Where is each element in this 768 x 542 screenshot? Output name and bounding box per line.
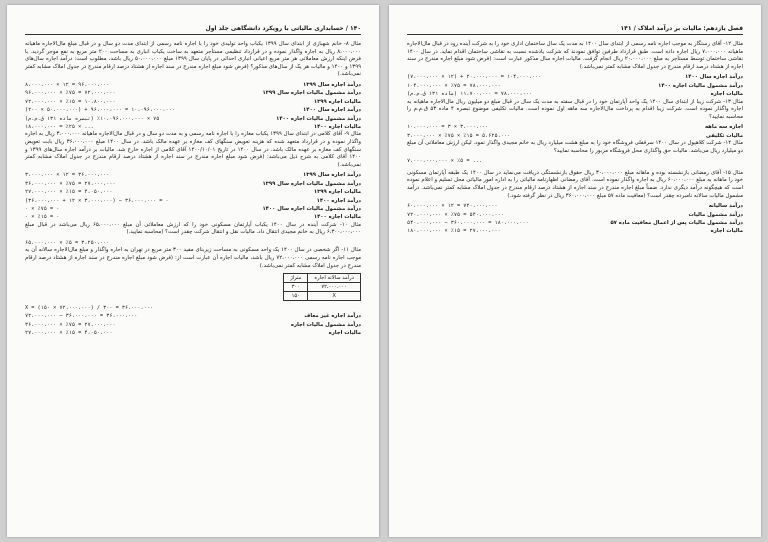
calc-value: ۳۶،۰۰۰،۰۰۰ × ٪۷۵ = ۲۷،۰۰۰،۰۰۰ [25, 321, 116, 328]
calc-label: درآمد اجاره سال ۱۳۹۹ [303, 172, 361, 179]
example-13-calcs [407, 123, 743, 140]
calc-row [25, 115, 361, 123]
table-row [284, 292, 361, 301]
left-page [7, 5, 379, 537]
calc-value: (۷،۰۰۰،۰۰۰ × ۱۲) + ۲۰،۰۰۰،۰۰۰ = ۱۰۴،۰۰۰،۰۰۰ [407, 74, 542, 81]
calc-label: مالیات اجاره ۱۴۰۰ [313, 124, 361, 130]
calc-label: درآمد مشمول مالیات اجاره ۱۴۰۰ [276, 115, 361, 122]
calc-label: درآمد سالیانه [708, 203, 743, 210]
calc-row [407, 73, 743, 81]
calc-value: ۱۸۰،۰۰۰،۰۰۰ × ٪۱۵ = ۲۷،۰۰۰،۰۰۰ [407, 228, 501, 235]
example-11-table [283, 273, 361, 301]
calc-row [25, 89, 361, 97]
calc-value: (تبصره ماده ۱۳۱ ق.م.م) ٪۷۵ × ۱۰،۰۹۶،۰۰۰،۰۰۰ [25, 115, 160, 122]
calc-row [407, 82, 743, 90]
table-cell: X [308, 292, 361, 301]
calc-label: درآمد مشمول مالیات اجاره سال ۱۳۹۹ [262, 90, 361, 97]
calc-row [407, 123, 743, 131]
example-11-fraction: X = (۱۵۰ × ۷۲،۰۰۰،۰۰۰) / ۳۰۰ = ۳۶،۰۰۰،۰۰۰ [25, 305, 154, 312]
example-12-calcs [407, 73, 743, 98]
calc-row [25, 321, 361, 329]
calc-value: ۷۲،۰۰۰،۰۰۰ × ٪۱۵ = ۱۰،۸۰۰،۰۰۰ [25, 98, 116, 105]
calc-value: ۳۶،۰۰۰،۰۰۰ × ٪۷۵ = ۲۷،۰۰۰،۰۰۰ [25, 180, 116, 187]
calc-row [25, 180, 361, 188]
left-page-header [25, 25, 361, 35]
calc-value: (۳۶،۰۰۰،۰۰۰ + ۱۲ × ۳،۰۰۰،۰۰۰) − ۳۶،۰۰۰،۰۰۰ = ۰ [25, 197, 169, 204]
calc-value: (۲۰۰ × ۵۰،۰۰۰،۰۰۰) + ۹۶،۰۰۰،۰۰۰ = ۱۰،۰۹۶،۰۰۰،۰۰۰ [25, 107, 175, 114]
calc-label: مالیات اجاره ۱۳۹۹ [313, 189, 361, 196]
calc-row [407, 90, 743, 98]
example-9-text: مثال ۹- آقای کلامی در ابتدای سال ۱۳۹۹ یکباب مغازه را با اجاره نامه رسمی و به مدت دو سال و در قبال مال‌الاجاره ماهیانه ۳،۰۰۰،۰۰۰ ریال به اجاره واگذار نموده و در قرارداد متعهد شده که هزینه تعویض سنگهای کف مغازه بر عهده مالک باشد. در سال ۱۴۰۰ مبلغ ۳۶،۰۰۰،۰۰۰ ریال بابت تعویض سنگهای کف مغازه بر عهده مالک باشد. در سال ۱۴۰۰ در تاریخ ۱۴۰۰/۱۰/۰۱ آقای کلامی از اجاره خارج شد. مالیات بر درآمد اجاره سال‌های ۱۳۹۹ و ۱۴۰۰ آقای کلامی به شرح ذیل می‌باشد: (فرض شود مبلغ اجاره مندرج در سند اجاره از هشتاد درصد ارقام مندرج در جدول املاک مشابه کمتر نمی‌باشد.) [25, 131, 362, 168]
example-13-text: مثال ۱۳- شرکت زیبا از ابتدای سال ۱۴۰۰ یک واحد آپارتمان خود را در قبال سفته به مدت یک سال در قبال مبلغ دو میلیون ریال مال‌الاجاره ماهیانه به اجاره واگذار نموده است. شرکت زیبا اقدام به پرداخت مال‌الاجاره سه ماهه اول نموده است. مالیات تکلیفی موضوع تبصره ۴ ماده ۵۳ ق.م.م را محاسبه نمایید؟ [407, 98, 743, 120]
calc-value: ۶۰،۰۰۰،۰۰۰ × ۱۲ = ۷۲۰،۰۰۰،۰۰۰ [407, 203, 498, 210]
calc-label: مالیات اجاره [710, 91, 743, 98]
calc-row [25, 171, 361, 179]
calc-row [25, 81, 361, 89]
table-row [284, 283, 361, 292]
calc-value: ۲۷،۰۰۰،۰۰۰ × ٪۱۵ = ۴،۰۵۰،۰۰۰ [25, 189, 113, 196]
calc-row [407, 219, 743, 227]
calc-label: درآمد اجاره غیر معاف [304, 313, 361, 320]
calc-row [407, 202, 743, 210]
example-10-text: مثال ۱۰- شرکت آینده در سال ۱۴۰۰ یکباب آپارتمان مسکونی خود را که ارزش معاملاتی آن مبلغ ۶۵،۰۰۰،۰۰۰ ریال می‌باشد در قبال مبلغ ۶،۳۰۰،۰۰۰،۰۰۰ ریال به خانم مجیدی انتقال داد. مالیات نقل و انتقال شرکت چقدر است؟ (محاسبه نمایید.) [25, 221, 361, 236]
table-cell: ۳۰۰ [284, 283, 308, 292]
calc-value: ۱۰۴،۰۰۰،۰۰۰ × ٪۷۵ = ۷۸،۰۰۰،۰۰۰ [407, 82, 501, 89]
calc-row [407, 132, 743, 140]
table-header: درآمد سالانه اجاره [308, 274, 361, 283]
calc-value: ۱۸،۰۰۰،۰۰۰ = ٪۲۵ × ... [25, 124, 94, 130]
calc-label: درآمد مشمول مالیات اجاره سال ۱۴۰۰ [262, 206, 361, 212]
calc-label: درآمد اجاره سال ۱۴۰۰ [303, 107, 361, 114]
calc-value: ۱۰،۰۰۰،۰۰۰ = ۳ × ۳،۰۰۰،۰۰۰ [407, 124, 489, 131]
calc-value: ۷۲،۰۰۰،۰۰۰ − ۳۶،۰۰۰،۰۰۰ = ۳۶،۰۰۰،۰۰۰ [25, 313, 138, 320]
calc-label: درآمد مشمول مالیات اجاره سال ۱۳۹۹ [262, 180, 361, 187]
calc-label: درآمد مشمول مالیات اجاره [290, 321, 361, 328]
calc-label: اجاره سه ماهه [704, 124, 743, 131]
table-cell: ۷۲،۰۰۰،۰۰۰ [308, 283, 361, 292]
calc-label: درآمد اجاره ۱۴۰۰ [316, 197, 361, 204]
calc-value: ۰ × ٪۱۵ = ۰ [25, 214, 60, 221]
calc-row [407, 211, 743, 219]
calc-label: درآمد مشمول مالیات [688, 211, 743, 218]
calc-label: درآمد اجاره سال ۱۴۰۰ [685, 74, 743, 81]
calc-value: ۲۷،۰۰۰،۰۰۰ × ٪۱۵ = ۴،۰۵۰،۰۰۰ [25, 330, 113, 336]
example-14-text: مثال ۱۴- شرکت کلاهپول در سال ۱۴۰۰ سرقفلی فروشگاه خود را به مبلغ هشت میلیارد ریال به خانم مجیدی واگذار نمود. لیکن ارزش معاملاتی آن مبلغ دو میلیارد ریال می‌باشد. مالیات حق واگذاری محل فروشگاه مزبور را محاسبه نمایید؟ [407, 140, 743, 154]
calc-row [25, 106, 361, 114]
calc-value: (ماده ۱۳۱ ق.م.م) ۷۸،۰۰۰،۰۰۰ = ۱۱،۷۰۰،۰۰۰ [407, 91, 532, 98]
calc-value: ۳،۰۰۰،۰۰۰ × ۱۲ = ۳۶،۰۰۰،۰۰۰ [25, 172, 110, 179]
calc-label: مالیات اجاره [710, 228, 743, 235]
right-page-header-title: فصل یازدهم: مالیات بر درآمد املاک / ۱۴۱ [620, 25, 743, 32]
example-10-calc: ۶۵،۰۰۰،۰۰۰ × ٪۵ = ۳،۲۵۰،۰۰۰ [25, 240, 110, 246]
calc-row [25, 197, 361, 205]
calc-row [25, 312, 361, 320]
example-8-text: مثال ۸- خانم شهبازی از ابتدای سال ۱۳۹۹ یکباب واحد تولیدی خود را با اجاره نامه رسمی از ابتدای مدت دو سال و در قبال مبلغ مال‌الاجاره ماهیانه ۸،۰۰۰،۰۰۰ ریال به اجاره واگذار نموده و در قرارداد تنظیمی مستأجر متعهد به ساخت یکباب انباری به مساحت ۲۰۰ متر مربع به نفع موجر گردید. با فرض اینکه ارزش معاملاتی هر متر مربع اعیانی انباری احداثی در پایان سال ۱۳۹۹ مبلغ ۵۰،۰۰۰،۰۰۰ ریال باشد، مطلوب است: درآمد اجاره سال‌های ۱۳۹۹ و ۱۴۰۰ و مالیات هر یک از سال‌های مذکور؟ (فرض شود مبلغ اجاره مندرج در سند اجاره از هشتاد درصد ارقام مندرج در جدول املاک مشابه کمتر نمی‌باشد.) [25, 41, 361, 78]
calc-label: مالیات اجاره ۱۳۹۹ [313, 98, 361, 105]
calc-label: درآمد اجاره سال ۱۳۹۹ [303, 81, 361, 88]
calc-value: ۳،۰۰۰،۰۰۰ × ٪۷۵ × ٪۱۵ = ۵،۶۲۵،۰۰۰ [407, 132, 511, 139]
example-12-text: مثال ۱۲- آقای رستگار به موجب اجاره نامه رسمی از ابتدای سال ۱۴۰۰ به مدت یک سال ساختمان اداری خود را به شرکت آینده رود در قبال مال‌الاجاره ماهیانه ۷،۰۰۰،۰۰۰ ریال اجاره داده است. طبق قرارداد طرفین توافق نمودند که شرکت یادشده نسبت به نقاشی ساختمان اقدام نماید. در سال ۱۴۰۰ نقاشی ساختمان توسط مستأجر به مبلغ ۲۰،۰۰۰،۰۰۰ ریال انجام گرفت. مالیات اجاره سال مذکور عبارت است: (فرض شود مبلغ اجاره مندرج در سند اجاره از هشتاد درصد ارقام مندرج در جدول املاک مشابه کمتر نمی‌باشد.) [407, 41, 743, 70]
right-page-content [407, 25, 743, 527]
calc-row [25, 329, 361, 337]
example-11-calcs [25, 312, 361, 337]
table-header-row [284, 274, 361, 283]
left-page-header-title: ۱۴۰ / حسابداری مالیاتی با رویکرد دانشگاهی جلد اول [205, 25, 361, 32]
calc-row [25, 98, 361, 106]
calc-value: ۷۲۰،۰۰۰،۰۰۰ × ٪۷۵ = ۵۴۰،۰۰۰،۰۰۰ [407, 211, 504, 218]
calc-label: مالیات تکلیفی [705, 132, 743, 139]
example-11-text: مثال ۱۱- اگر شخصی در سال ۱۴۰۰ یک واحد مسکونی به مساحت زیربنای مفید ۳۰۰ متر مربع در تهران به اجاره واگذار و مبلغ مال‌الاجاره سالانه آن به موجب اجاره نامه رسمی ۷۲،۰۰۰،۰۰۰ ریال باشد، مالیات اجاره آن عبارت است از: (فرض شود مبلغ اجاره مندرج در سند اجاره از هشتاد درصد ارقام مندرج در جدول املاک مشابه کمتر نمی‌باشد.) [25, 247, 362, 269]
calc-row [25, 213, 361, 221]
calc-label: درآمد مشمول مالیات پس از اعمال معافیت ماده ۵۷ [610, 219, 743, 226]
example-9-calcs [25, 171, 361, 221]
calc-row [407, 227, 743, 235]
calc-label: درآمد مشمول مالیات اجاره ۱۴۰۰ [658, 82, 743, 89]
example-8-calcs [25, 81, 361, 131]
calc-row [25, 188, 361, 196]
example-14-calc: ۷،۰۰۰،۰۰۰،۰۰۰ × ٪۵ = ... [407, 158, 482, 165]
table-header: متراژ [284, 274, 308, 283]
calc-label: مالیات اجاره ۱۴۰۰ [313, 214, 361, 221]
calc-row [25, 205, 361, 213]
right-page [389, 5, 761, 537]
calc-value: ۵۴۰،۰۰۰،۰۰۰ − ۳۶۰،۰۰۰،۰۰۰ = ۱۸۰،۰۰۰،۰۰۰ [407, 219, 529, 226]
calc-value: ۸،۰۰۰،۰۰۰ × ۱۲ = ۹۶،۰۰۰،۰۰۰ [25, 81, 110, 88]
table-cell: ۱۵۰ [284, 292, 308, 301]
example-15-text: مثال ۱۵- آقای رمضانی بازنشسته بوده و ماهانه مبلغ ۳۰،۰۰۰،۰۰۰ ریال حقوق بازنشستگی دریافت می‌نماید در سال ۱۴۰۰ یک طبقه آپارتمان مسکونی خود را ماهانه به مبلغ ۶۰،۰۰۰،۰۰۰ ریال به اجاره واگذار نموده است. آقای رمضانی اظهارنامه مالیاتی را به اداره امور مالیاتی محل تسلیم و اعلام نموده است که هیچگونه درآمد دیگری ندارد. ضمناً مبلغ اجاره مندرج در سند اجاره از هشتاد درصد ارقام مندرج در جدول املاک مشابه کمتر نمی‌باشد. درآمد مشمول مالیات سالانه نامبرده چقدر است؟ (معافیت ماده ۵۷ مبلغ ۳۶۰،۰۰۰،۰۰۰ ریال در نظر گرفته شود.) [407, 169, 744, 199]
calc-value: ۹۶،۰۰۰،۰۰۰ × ٪۷۵ = ۷۲،۰۰۰،۰۰۰ [25, 90, 116, 97]
left-page-content [25, 25, 361, 527]
calc-label: مالیات اجاره [328, 330, 361, 336]
right-page-header [407, 25, 743, 35]
calc-value: ۰ × ٪۷۵ = ۰ [25, 206, 60, 212]
example-15-calcs [407, 202, 743, 236]
